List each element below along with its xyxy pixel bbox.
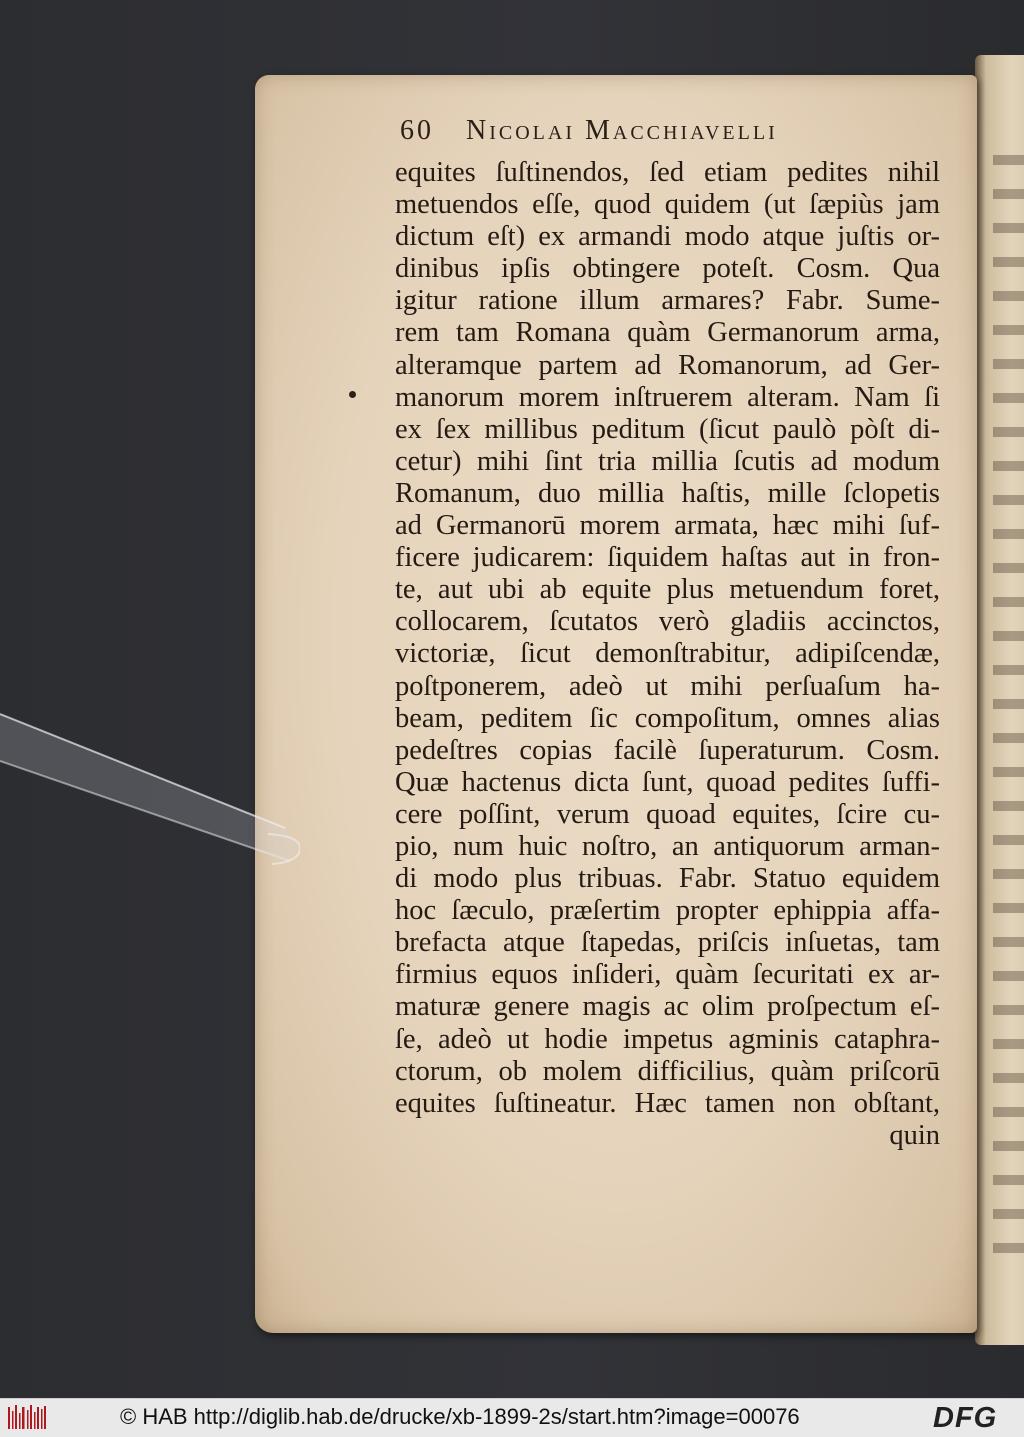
text-line: igitur ratione illum armares? Fabr. Sume- bbox=[395, 285, 940, 317]
text-line: ctorum, ob molem difficilius, quàm priſcorū bbox=[395, 1055, 940, 1087]
text-line: dinibus ipſis obtingere poteſt. Cosm. Qua bbox=[395, 253, 940, 285]
hab-logo-icon bbox=[6, 1403, 50, 1433]
ink-spot bbox=[349, 391, 356, 398]
page-number: 60 bbox=[400, 115, 434, 146]
text-line: pio, num huic noſtro, an antiquorum arman- bbox=[395, 830, 940, 862]
facing-page-edge bbox=[975, 55, 1024, 1345]
text-line: ſe, adeò ut hodie impetus agminis cataphra- bbox=[395, 1023, 940, 1055]
text-line: cetur) mihi ſint tria millia ſcutis ad modum bbox=[395, 445, 940, 477]
copyright-url[interactable]: © HAB http://diglib.hab.de/drucke/xb-1899-2s/start.htm?image=00076 bbox=[120, 1404, 800, 1429]
text-line: hoc ſæculo, præſertim propter ephippia affa- bbox=[395, 895, 940, 927]
text-line: equites ſuſtineatur. Hæc tamen non obſtant, bbox=[395, 1087, 940, 1119]
text-line: ficere judicarem: ſiquidem haſtas aut in fron- bbox=[395, 542, 940, 574]
page-header bbox=[400, 115, 960, 147]
body-text bbox=[395, 157, 940, 1152]
text-line: maturæ genere magis ac olim proſpectum eſ- bbox=[395, 991, 940, 1023]
book-page bbox=[255, 75, 977, 1333]
text-line: victoriæ, ſicut demonſtrabitur, adipiſcendæ, bbox=[395, 638, 940, 670]
text-line: firmius equos inſideri, quàm ſecuritati ex ar- bbox=[395, 959, 940, 991]
text-line: poſtponerem, adeò ut mihi perſuaſum ha- bbox=[395, 670, 940, 702]
text-line: Quæ hactenus dicta ſunt, quoad pedites ſuffi- bbox=[395, 766, 940, 798]
text-line: pedeſtres copias facilè ſuperaturum. Cosm. bbox=[395, 734, 940, 766]
text-line: ex ſex millibus peditum (ſicut paulò pòſt di- bbox=[395, 413, 940, 445]
text-line: alteramque partem ad Romanorum, ad Ger- bbox=[395, 349, 940, 381]
text-line: equites ſuſtinendos, ſed etiam pedites nihil bbox=[395, 157, 940, 188]
footer-bar bbox=[0, 1398, 1024, 1437]
text-line: manorum morem inſtruerem alteram. Nam ſi bbox=[395, 381, 940, 413]
text-line: collocarem, ſcutatos verò gladiis accinctos, bbox=[395, 606, 940, 638]
text-line: rem tam Romana quàm Germanorum arma, bbox=[395, 317, 940, 349]
text-line: Romanum, duo millia haſtis, mille ſclopetis bbox=[395, 477, 940, 509]
text-line: dictum eſt) ex armandi modo atque juſtis or- bbox=[395, 221, 940, 253]
text-line: cere poſſint, verum quoad equites, ſcire cu- bbox=[395, 798, 940, 830]
text-line: beam, peditem ſic compoſitum, omnes alias bbox=[395, 702, 940, 734]
text-line: ad Germanorū morem armata, hæc mihi ſuf- bbox=[395, 510, 940, 542]
text-line: metuendos eſſe, quod quidem (ut ſæpiùs jam bbox=[395, 189, 940, 221]
text-line: te, aut ubi ab equite plus metuendum foret, bbox=[395, 574, 940, 606]
running-head: Nicolai Macchiavelli bbox=[466, 115, 778, 146]
plastic-clip-strip bbox=[0, 706, 300, 866]
dfg-logo: DFG bbox=[933, 1402, 998, 1434]
catchword: quin bbox=[889, 1119, 940, 1151]
text-line: di modo plus tribuas. Fabr. Statuo equidem bbox=[395, 863, 940, 895]
text-line: brefacta atque ſtapedas, priſcis inſuetas, tam bbox=[395, 927, 940, 959]
